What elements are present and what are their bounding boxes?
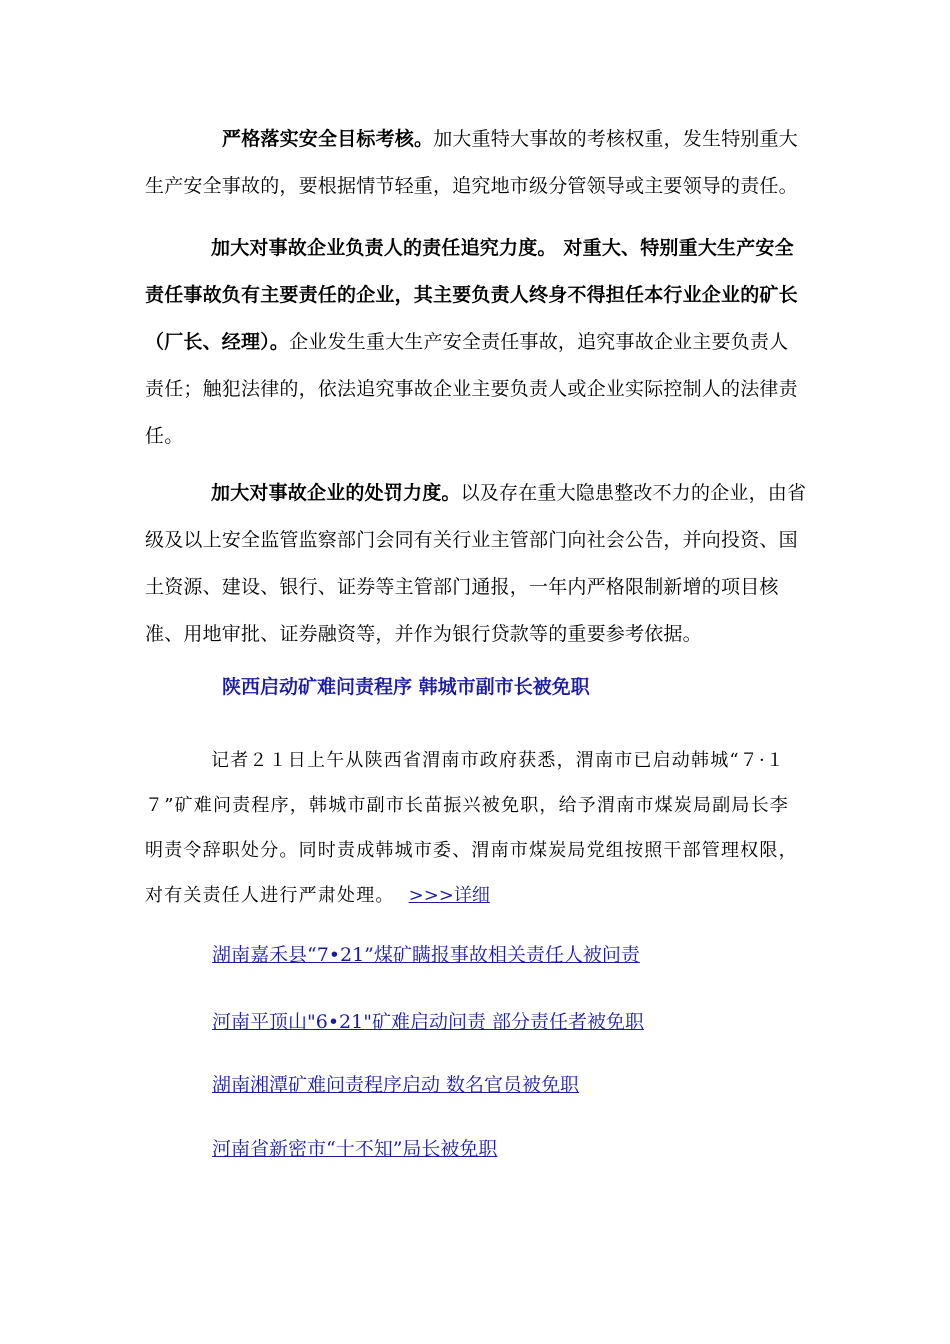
news-text: 记者２１日上午从陕西省渭南市政府获悉，渭南市已启动韩城“７·１７”矿难问责程序，韩城市副市长苗振兴被免职，给予渭南市煤炭局副局长李明责令辞职处分。同时责成韩城市委、渭南市煤炭局党组按照干部管理权限，对有关责任人进行严肃处理。 [145,750,798,906]
related-link[interactable]: 湖南嘉禾县“7•21”煤矿瞒报事故相关责任人被问责 [212,944,640,966]
paragraph-accountability [145,225,807,460]
related-link[interactable]: 湖南湘潭矿难问责程序启动 数名官员被免职 [212,1074,580,1096]
paragraph-penalty [145,470,807,658]
more-details-link[interactable]: >>>详细 [408,885,490,906]
related-link[interactable]: 河南省新密市“十不知”局长被免职 [212,1138,498,1160]
paragraph-body: 企业发生重大生产安全责任事故，追究事故企业主要负责人责任；触犯法律的，依法追究事故企业主要负责人或企业实际控制人的法律责任。 [145,331,798,447]
paragraph-target-assessment [145,116,807,210]
paragraph-body: 加大重特大事故的考核权重，发生特别重大生产安全事故的，要根据情节轻重，追究地市级分管领导或主要领导的责任。 [145,128,799,197]
news-headline: 陕西启动矿难问责程序 韩城市副市长被免职 [222,676,590,698]
paragraph-lead: 加大对事故企业负责人的责任追究力度。 对重大、特别重大生产安全责任事故负有主要责任的企业，其主要负责人终身不得担任本行业企业的矿长（厂长、经理）。 [145,237,798,353]
news-body [145,738,807,918]
related-link[interactable]: 河南平顶山"6•21"矿难启动问责 部分责任者被免职 [212,1011,644,1033]
paragraph-lead: 加大对事故企业的处罚力度。 [211,482,461,504]
paragraph-lead: 严格落实安全目标考核。 [222,128,434,150]
paragraph-body: 以及存在重大隐患整改不力的企业，由省级及以上安全监管监察部门会同有关行业主管部门向社会公告，并向投资、国土资源、建设、银行、证券等主管部门通报，一年内严格限制新增的项目核准、用地审批、证券融资等，并作为银行贷款等的重要参考依据。 [145,482,807,645]
